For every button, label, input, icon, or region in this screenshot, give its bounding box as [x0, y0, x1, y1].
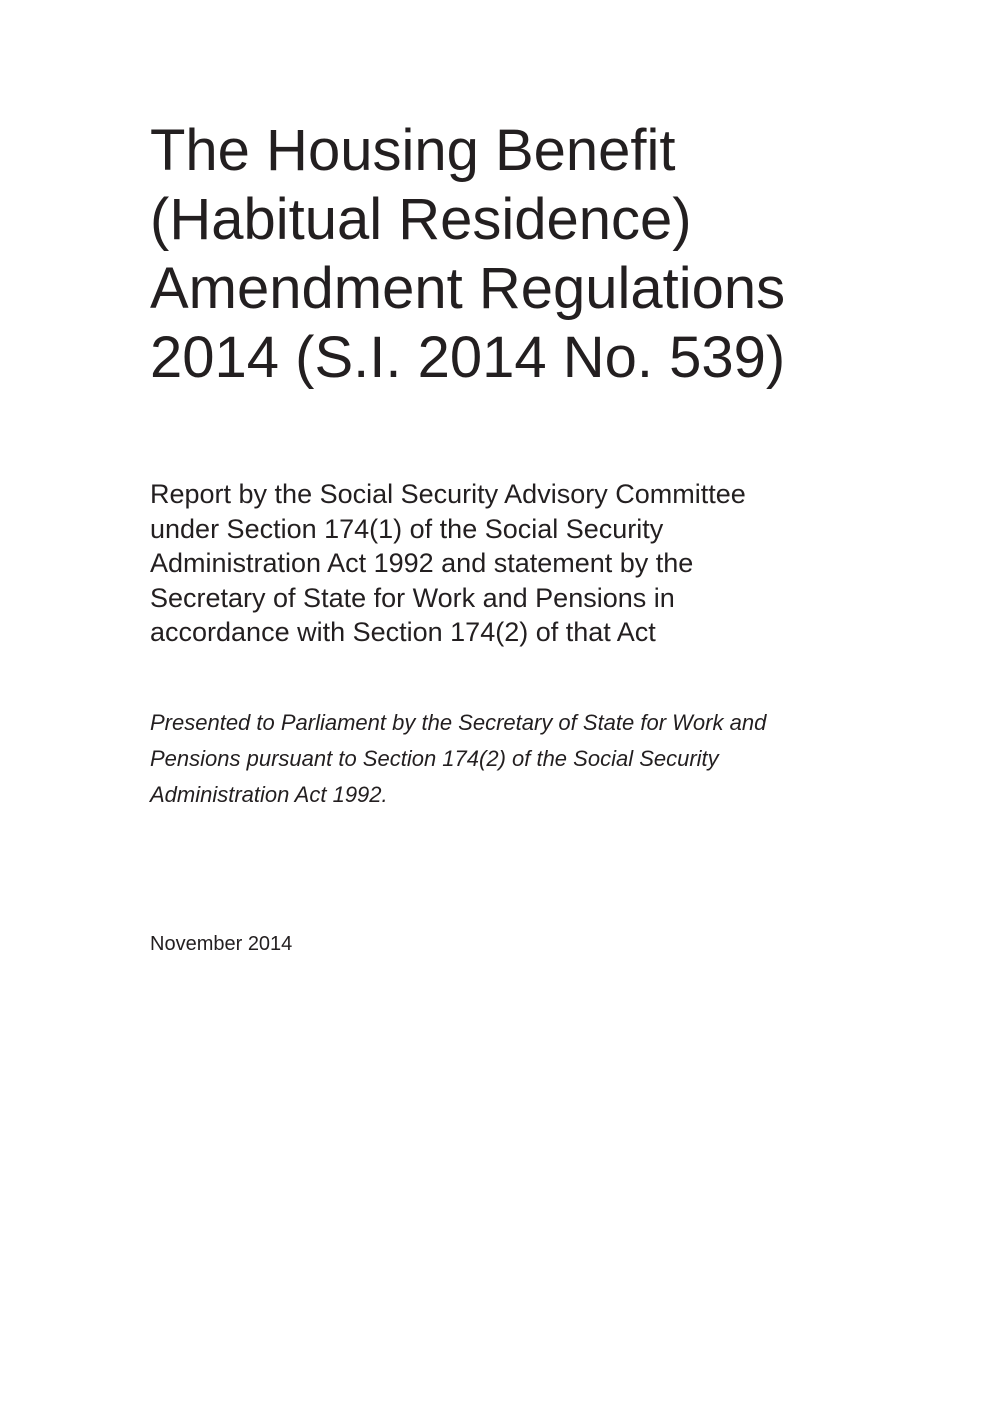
- subtitle-line: under Section 174(1) of the Social Security: [150, 513, 664, 544]
- title-line: The Housing Benefit: [150, 118, 676, 183]
- presented-line: Presented to Parliament by the Secretary of State for Work and: [150, 710, 767, 735]
- presentation-statement: [150, 705, 766, 813]
- document-title: [150, 116, 785, 392]
- title-line: 2014 (S.I. 2014 No. 539): [150, 325, 786, 390]
- publication-date: November 2014: [150, 933, 293, 955]
- presented-line: Pensions pursuant to Section 174(2) of the Social Security: [150, 746, 719, 771]
- title-line: Amendment Regulations: [150, 256, 786, 321]
- report-description: [150, 477, 746, 650]
- subtitle-line: Secretary of State for Work and Pensions in: [150, 582, 675, 613]
- subtitle-line: Administration Act 1992 and statement by the: [150, 548, 694, 578]
- title-line: (Habitual Residence): [150, 187, 692, 252]
- subtitle-line: Report by the Social Security Advisory Committee: [150, 479, 746, 509]
- subtitle-line: accordance with Section 174(2) of that Act: [150, 617, 656, 647]
- presented-line: Administration Act 1992.: [150, 782, 388, 807]
